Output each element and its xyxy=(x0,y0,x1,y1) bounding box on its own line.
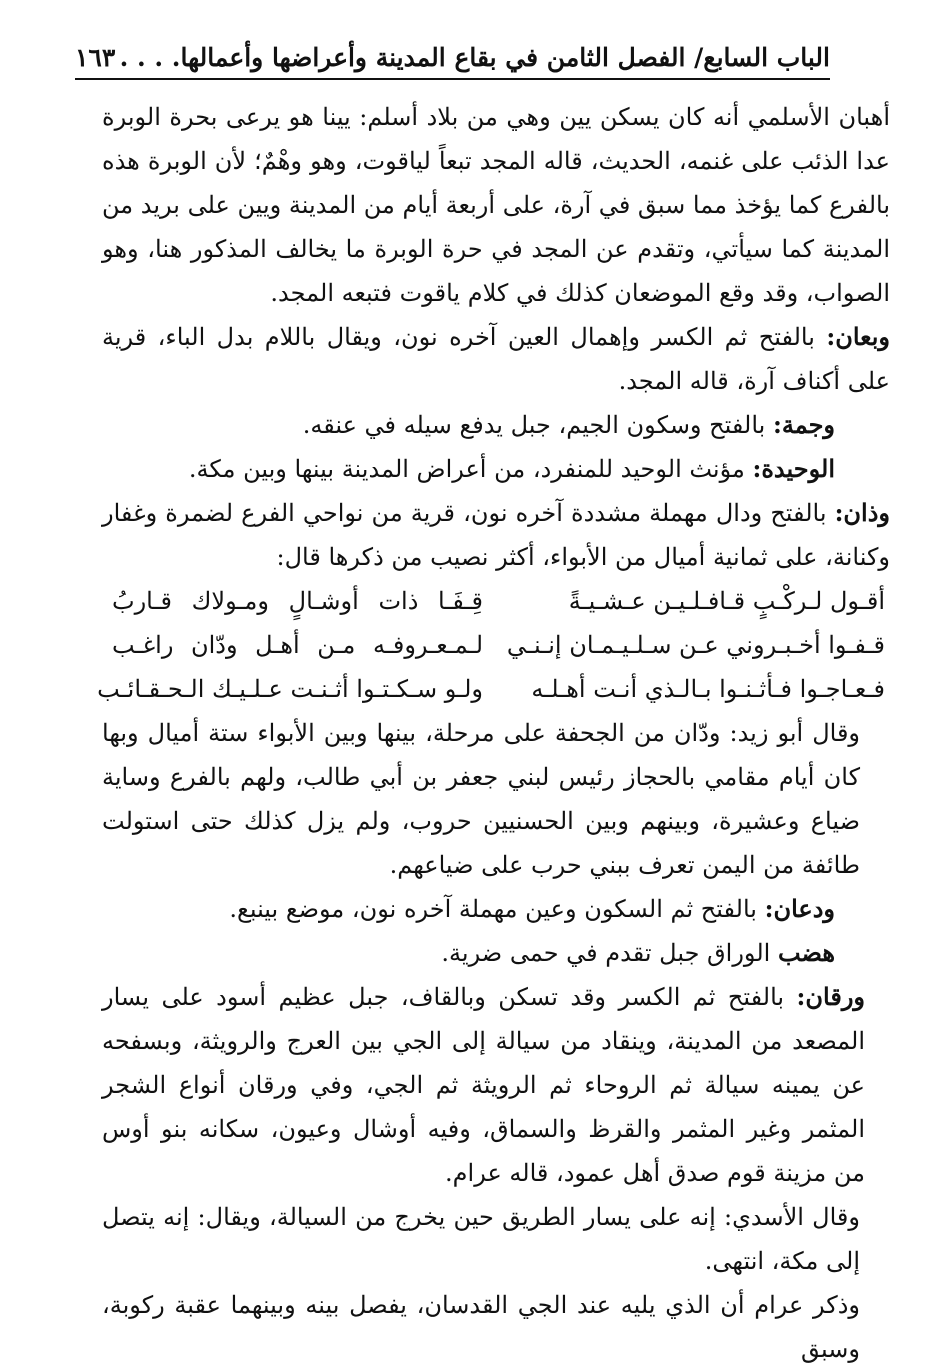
intro-paragraph: أهبان الأسلمي أنه كان يسكن يين وهي من بلاد أسلم: يينا هو يرعى بحرة الوبرة عدا الذئب على غنمه، الحديث، قاله المجد تبعاً لياقوت، وهو وهْمٌ؛ لأن الوبرة هذه بالفرع كما يؤخذ مما سبق في آرة، على أربعة أيام من المدينة ويين على بريد من المدينة كما سيأتي، وتقدم عن المجد في حرة الوبرة ما يخالف المذكور هنا، وهو الصواب، وقد وقع الموضعان كذلك في كلام ياقوت فتبعه المجد. xyxy=(102,103,890,307)
chapter-title: الباب السابع/ الفصل الثامن في بقاع المدينة وأعراضها وأعمالها. . . . xyxy=(119,43,830,72)
entry-term: ورقان: xyxy=(796,982,865,1011)
entry-term: ودعان: xyxy=(764,894,835,923)
entry-text: بالفتح ثم الكسر وإهمال العين آخره نون، ويقال باللام بدل الباء، قرية على أكناف آرة، قاله المجد. xyxy=(102,323,890,395)
entry-hadb xyxy=(102,931,890,975)
entry-alwahida xyxy=(102,447,890,491)
entry-term: وذان: xyxy=(834,498,890,527)
asadi-paragraph: وقال الأسدي: إنه على يسار الطريق حين يخرج من السيالة، ويقال: إنه يتصل إلى مكة، انتهى. xyxy=(102,1203,860,1275)
abu-zaid-paragraph: وقال أبو زيد: ودّان من الجحفة على مرحلة، بينها وبين الأبواء ستة أميال وبها كان أيام مقامي بالحجاز رئيس لبني جعفر بن أبي طالب، ولهم بالفرع وساية ضياع وعشيرة، وبينهم وبين الحسنيين حروب، ولم يزل كذلك حتى استولت طائفة من اليمن تعرف ببني حرب على ضياعهم. xyxy=(102,719,861,879)
verse-second-hemistich: قِـفَـا ذات أوشـالٍ ومـولاك قـاربُ xyxy=(112,587,484,615)
entry-text: مؤنث الوحيد للمنفرد، من أعراض المدينة بينها وبين مكة. xyxy=(188,455,753,483)
page-number: ١٦٣ xyxy=(75,43,116,72)
page-body xyxy=(97,95,890,1371)
entry-term: الوحيدة: xyxy=(752,454,835,483)
verse-second-hemistich: ولـو سـكـتـوا أثـنـت عـلـيـك الـحـقـائـب xyxy=(97,675,484,703)
entry-text: بالفتح ثم الكسر وقد تسكن وبالقاف، جبل عظيم أسود على يسار المصعد من المدينة، وينقاد من سيالة إلى الجي بين العرج والرويثة، وبسفحه عن يمينه سيالة ثم الروحاء ثم الرويثة ثم الجي، وفي ورقان أنواع الشجر المثمر وغير المثمر والقرظ والسماق، وفيه أوشال وعيون، سكانه بنو أوس من مزينة قوم صدق أهل عمود، قاله عرام. xyxy=(102,983,865,1187)
verse-first-hemistich: أقـول لـركْـبٍ قـافـلـيـن عـشـيـةً xyxy=(568,587,885,615)
verse-first-hemistich: فـعـاجـوا فـأثـنـوا بـالـذي أنـت أهـلـه xyxy=(531,675,885,703)
entry-waddan xyxy=(102,491,890,579)
entry-wadaan xyxy=(102,887,890,931)
poem-verse xyxy=(102,579,890,623)
entry-text: بالفتح ودال مهملة مشددة آخره نون، قرية من نواحي الفرع لضمرة وغفار وكنانة، على ثمانية أميال من الأبواء، أكثر نصيب من ذكرها قال: xyxy=(102,499,890,571)
poem xyxy=(97,579,890,711)
entry-wajma xyxy=(102,403,890,447)
verse-first-hemistich: قـفـوا أخـبـروني عـن سـلـيـمـان إنـنـي xyxy=(506,631,885,659)
entry-wabaan xyxy=(102,315,890,403)
entry-text: بالفتح ثم السكون وعين مهملة آخره نون، موضع بينبع. xyxy=(229,895,765,923)
entry-text: الوراق جبل تقدم في حمى ضرية. xyxy=(441,939,778,967)
closing-paragraph: وذكر عرام أن الذي يليه عند الجي القدسان، يفصل بينه وبينهما عقبة ركوبة، وسبق xyxy=(102,1291,860,1363)
entry-term: هضب xyxy=(777,938,835,967)
entry-term: وجمة: xyxy=(772,410,835,439)
entry-term: وبعان: xyxy=(826,322,890,351)
entry-text: بالفتح وسكون الجيم، جبل يدفع سيله في عنقه. xyxy=(302,411,773,439)
entry-warqan xyxy=(102,975,890,1195)
poem-verse xyxy=(97,667,890,711)
verse-second-hemistich: لـمـعـروفـه مـن أهـل ودّان راغـب xyxy=(112,631,484,659)
running-header xyxy=(75,28,830,80)
poem-verse xyxy=(102,623,890,667)
